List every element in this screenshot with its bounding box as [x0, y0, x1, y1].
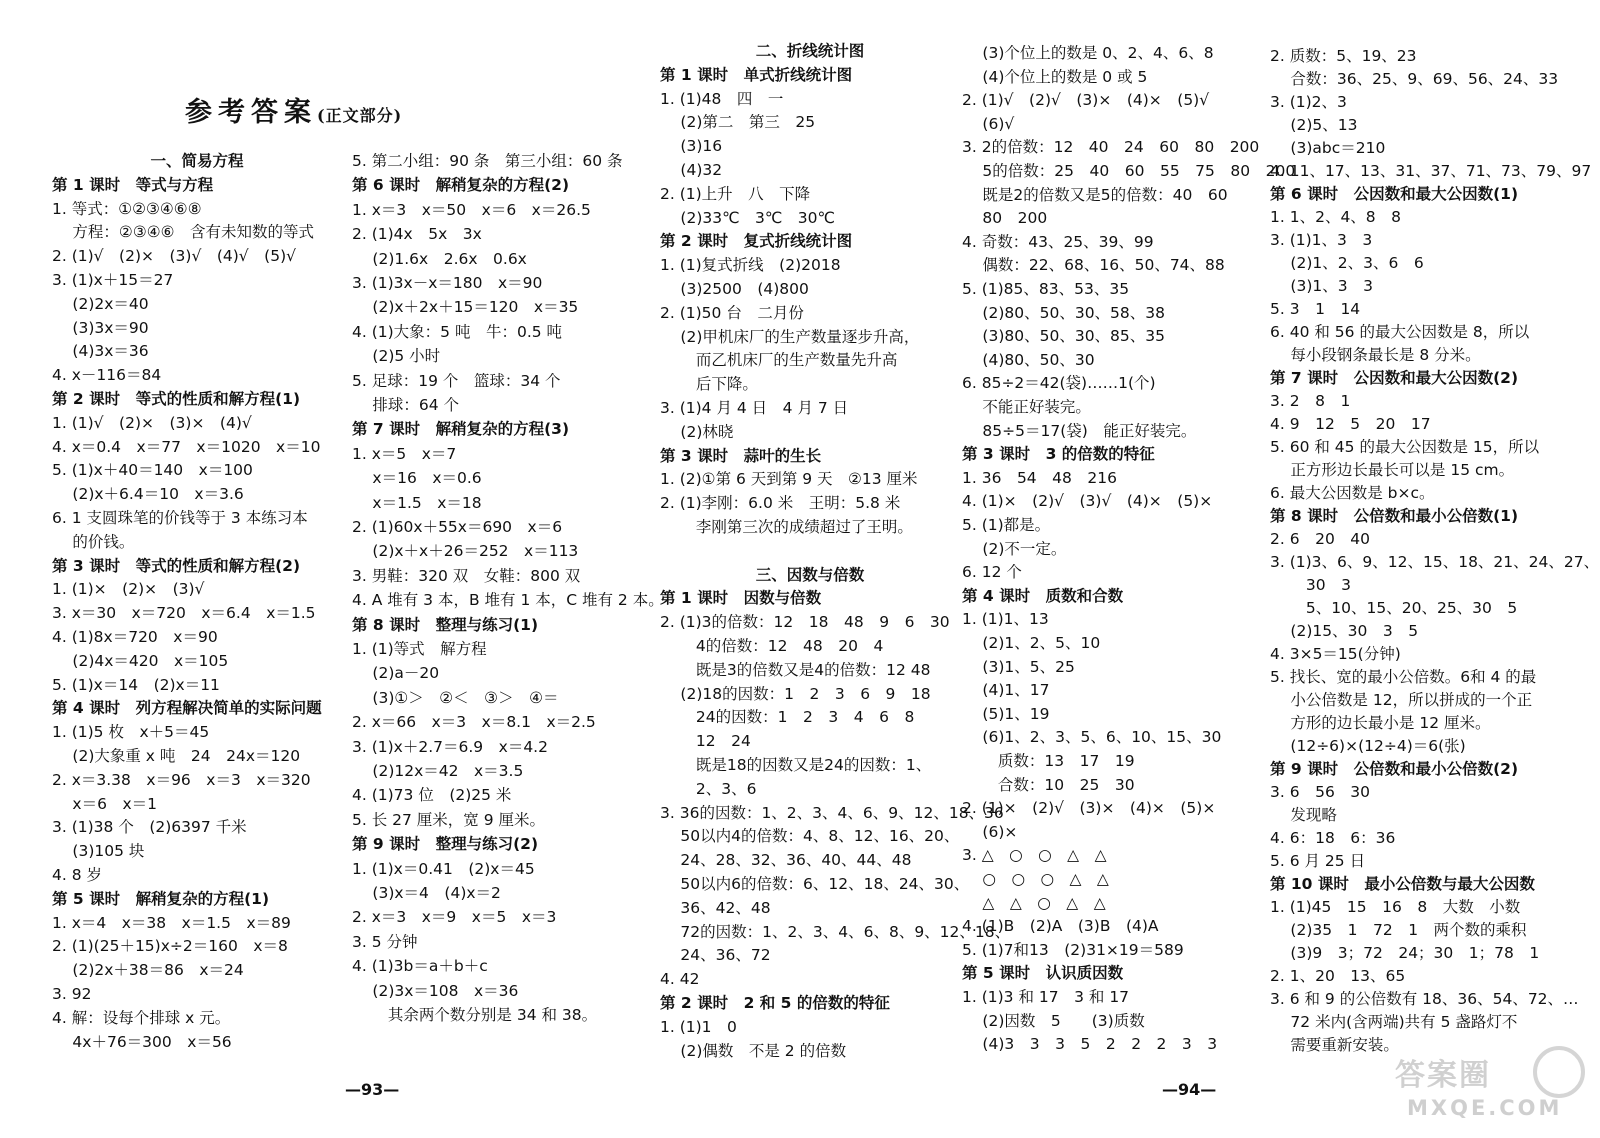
answer-line: 1. (1)48 四 一 [660, 89, 784, 108]
answer-line: 质数：13 17 19 [962, 752, 1135, 770]
answer-line: 2. (1)√ (2)× (3)√ (4)√ (5)√ [52, 247, 296, 266]
answer-line: (2)x＋2x＋15＝120 x＝35 [352, 298, 579, 317]
answer-line: 1. (1)复式折线 (2)2018 [660, 256, 841, 275]
answer-line: 1. (1)√ (2)× (3)× (4)√ [52, 413, 252, 432]
answer-line: (2)x＋6.4＝10 x＝3.6 [52, 485, 244, 504]
answer-line: 5. (1)85、83、53、35 [962, 280, 1130, 298]
answer-line: (2)12x＝42 x＝3.5 [352, 762, 524, 780]
answer-line: 5. (1)7和13 (2)31×19＝589 [962, 940, 1184, 959]
answer-line: (4)32 [660, 161, 723, 179]
answer-line: 4的倍数：12 48 20 4 [660, 637, 884, 655]
answer-line: 5. 60 和 45 的最大公因数是 15，所以 [1270, 438, 1540, 456]
answer-line: 方程：②③④⑥ 含有未知数的等式 [52, 223, 315, 242]
answer-line: (4)80、50、30 [962, 350, 1095, 369]
answer-line: 发现略 [1270, 806, 1337, 824]
answer-line: 4. 9 12 5 20 17 [1270, 415, 1431, 433]
answer-line: 2. (1)60x＋55x＝690 x＝6 [352, 518, 563, 536]
answer-line: 6. 40 和 56 的最大公因数是 8，所以 [1270, 323, 1530, 341]
answer-line: 3. (1)1、3 3 [1270, 231, 1373, 249]
answer-line: 1. (1)1、13 [962, 610, 1049, 629]
section-heading: 第 1 课时 等式与方程 [52, 175, 214, 194]
answer-line: 5. 找长、宽的最小公倍数。6和 4 的最 [1270, 668, 1537, 686]
answer-line: 2. 6 20 40 [1270, 530, 1371, 548]
answer-line: 合数：36、25、9、69、56、24、33 [1270, 70, 1559, 88]
answer-line: 3. 5 分钟 [352, 932, 418, 951]
answer-line: 5. (1)x＝14 (2)x＝11 [52, 675, 220, 694]
answer-line: 1. (1)1 0 [660, 1017, 737, 1036]
answer-line: (3)①＞ ②＜ ③＞ ④＝ [352, 688, 559, 707]
answer-line: (4)3 3 3 5 2 2 2 3 3 [962, 1035, 1218, 1054]
answer-line: (2)33℃ 3℃ 30℃ [660, 208, 835, 227]
answer-line: 4. (1)B (2)A (3)B (4)A [962, 917, 1159, 936]
answer-line: 1. x＝4 x＝38 x＝1.5 x＝89 [52, 913, 291, 932]
title-text: 参考答案 [185, 97, 317, 128]
answer-line: 6. 1 支圆珠笔的价钱等于 3 本练习本 [52, 509, 308, 527]
answer-line: 6. 最大公因数是 b×c。 [1270, 484, 1435, 502]
section-heading: 第 2 课时 2 和 5 的倍数的特征 [660, 994, 890, 1012]
answer-line: 3. (1)4 月 4 日 4 月 7 日 [660, 399, 849, 417]
answer-line: 3. (1)x＋15＝27 [52, 271, 174, 289]
answer-line: 5. 3 1 14 [1270, 300, 1361, 318]
section-heading: 第 8 课时 公倍数和最小公倍数(1) [1270, 507, 1519, 525]
answer-line: (2)1、2、5、10 [962, 634, 1101, 652]
answer-line: (2)大象重 x 吨 24 24x＝120 [52, 747, 301, 765]
answer-line: 2. x＝66 x＝3 x＝8.1 x＝2.5 [352, 713, 596, 732]
answer-line: (2)甲机床厂的生产数量逐步升高， [660, 327, 920, 346]
answer-line: 2. x＝3 x＝9 x＝5 x＝3 [352, 908, 557, 927]
section-heading: 第 1 课时 单式折线统计图 [660, 65, 853, 84]
answer-line: 4. (1)8x＝720 x＝90 [52, 628, 218, 646]
answer-line: 既是3的倍数又是4的倍数：12 48 [660, 660, 931, 679]
answer-line: (2)x＋x＋26＝252 x＝113 [352, 542, 579, 561]
answer-line: 72的因数：1、2、3、4、6、8、9、12、18、 [660, 922, 1011, 941]
answer-line: 4. 解：设每个排球 x 元。 [52, 1008, 231, 1027]
answer-line: 4. (1)3b＝a＋b＋c [352, 957, 488, 976]
answer-line: (6)√ [962, 114, 1015, 133]
answer-line: (2)林晓 [660, 422, 734, 441]
page-number-left: —93— [345, 1080, 400, 1099]
answer-line: 72 米内(含两端)共有 5 盏路灯不 [1270, 1013, 1518, 1031]
answer-line: 4. 奇数：43、25、39、99 [962, 232, 1154, 251]
answer-line: 3. 2 8 1 [1270, 392, 1351, 410]
answer-line: 6. 85÷2＝42(袋)……1(个) [962, 374, 1156, 393]
answer-line: 其余两个数分别是 34 和 38。 [352, 1006, 598, 1024]
section-heading: 第 2 课时 复式折线统计图 [660, 232, 853, 251]
answer-line: 合数：10 25 30 [962, 775, 1135, 794]
answer-line: (3)3x＝90 [52, 318, 149, 337]
answer-line: 2. (1)上升 八 下降 [660, 184, 811, 203]
answer-line: 4. (1)大象：5 吨 牛：0.5 吨 [352, 322, 563, 341]
watermark-domain: MXQE.COM [1407, 1096, 1563, 1120]
section-heading: 第 9 课时 公倍数和最小公倍数(2) [1270, 760, 1519, 778]
answer-line: (3)105 块 [52, 842, 145, 861]
answer-line: (2)第二 第三 25 [660, 113, 816, 132]
answer-line: 4. 42 [660, 970, 700, 989]
section-heading: 一、简易方程 [150, 152, 244, 170]
answer-line: (2)2x＝40 [52, 294, 149, 313]
section-heading: 第 6 课时 公因数和最大公因数(1) [1270, 185, 1519, 203]
section-heading: 三、因数与倍数 [755, 565, 865, 584]
answer-line: ○ ○ ○ △ △ [962, 870, 1109, 888]
answer-line: 需要重新安装。 [1270, 1036, 1399, 1054]
answer-line: (2)5、13 [1270, 116, 1358, 134]
answer-line: 85÷5＝17(袋) 能正好装完。 [962, 421, 1197, 440]
answer-line: 正方形边长最长可以是 15 cm。 [1270, 461, 1515, 479]
answer-line: 方形的边长最小是 12 厘米。 [1270, 714, 1491, 732]
answer-line: (2)18的因数：1 2 3 6 9 18 [660, 684, 931, 703]
answer-line: 2. (1)3的倍数：12 18 48 9 6 30 [660, 613, 950, 632]
section-heading: 二、折线统计图 [755, 42, 865, 60]
answer-line: 1. (1)等式 解方程 [352, 640, 487, 658]
answer-line: 而乙机床厂的生产数量先升高 [660, 351, 898, 370]
answer-line: 2. (1)(25＋15)x÷2＝160 x＝8 [52, 937, 288, 956]
answer-line: (2)偶数 不是 2 的倍数 [660, 1041, 847, 1060]
answer-line: (3)x＝4 (4)x＝2 [352, 884, 501, 902]
answer-line: 李刚第三次的成绩超过了王明。 [660, 518, 913, 536]
answer-line: (4)个位上的数是 0 或 5 [962, 67, 1148, 86]
answer-line: (2)80、50、30、58、38 [962, 303, 1165, 322]
answer-line: 2. (1)50 台 二月份 [660, 303, 804, 322]
answer-line: 1. (1)x＝0.41 (2)x＝45 [352, 859, 535, 878]
answer-line: 2. 1、20 13、65 [1270, 967, 1406, 985]
answer-line: 排球：64 个 [352, 396, 460, 414]
answer-line: 5. (1)x＋40＝140 x＝100 [52, 461, 253, 480]
answer-line: 2. (1)× (2)√ (3)× (4)× (5)× [962, 799, 1216, 818]
section-heading: 第 3 课时 3 的倍数的特征 [962, 445, 1155, 464]
watermark-text: 答案圈 [1395, 1058, 1491, 1093]
answer-line: (12÷6)×(12÷4)＝6(张) [1270, 737, 1466, 755]
title-note: (正文部分) [317, 106, 403, 125]
answer-line: (2)5 小时 [352, 347, 441, 366]
answer-line: 3. 6 和 9 的公倍数有 18、36、54、72、… [1270, 990, 1579, 1008]
section-heading: 第 5 课时 解稍复杂的方程(1) [52, 889, 270, 908]
answer-line: 3. (1)x＋2.7＝6.9 x＝4.2 [352, 737, 548, 756]
watermark-circle-icon [1533, 1046, 1585, 1098]
answer-line: 小公倍数是 12，所以拼成的一个正 [1270, 691, 1533, 709]
answer-line: 4. x－116＝84 [52, 366, 162, 385]
answer-line: 5. 足球：19 个 篮球：34 个 [352, 371, 561, 390]
answer-line: 5. 长 27 厘米，宽 9 厘米。 [352, 810, 546, 829]
answer-line: (4)1、17 [962, 681, 1050, 700]
answer-line: (2)a－20 [352, 664, 440, 683]
answer-line: 80 200 [962, 209, 1048, 228]
answer-line: 4. x＝0.4 x＝77 x＝1020 x＝10 [52, 437, 321, 456]
answer-line: 既是2的倍数又是5的倍数：40 60 [962, 185, 1228, 204]
answer-line: 偶数：22、68、16、50、74、88 [962, 256, 1225, 275]
answer-line: 24的因数：1 2 3 4 6 8 [660, 708, 915, 727]
answer-line: 3. 92 [52, 985, 92, 1003]
answer-line: 4. 11、17、13、31、37、71、73、79、97 [1270, 162, 1592, 180]
page-right [660, 0, 1600, 1138]
answer-line: 5. (1)都是。 [962, 516, 1051, 534]
answer-line: x＝6 x＝1 [52, 794, 157, 813]
answer-line: 1. 36 54 48 216 [962, 468, 1117, 487]
section-heading: 第 4 课时 列方程解决简单的实际问题 [52, 699, 322, 718]
answer-line: (4)3x＝36 [52, 342, 149, 361]
answer-line: 1. (1)× (2)× (3)√ [52, 580, 205, 599]
section-heading: 第 5 课时 认识质因数 [962, 964, 1124, 983]
answer-line: 2. (1)√ (2)√ (3)× (4)× (5)√ [962, 91, 1210, 110]
answer-line: 1. (1)5 枚 x＋5＝45 [52, 723, 210, 742]
page-number-right: —94— [1162, 1080, 1217, 1099]
answer-line: 不能正好装完。 [962, 398, 1091, 416]
section-heading: 第 8 课时 整理与练习(1) [352, 615, 539, 634]
section-heading: 第 10 课时 最小公倍数与最大公因数 [1270, 875, 1535, 893]
answer-line: 1. x＝3 x＝50 x＝6 x＝26.5 [352, 200, 591, 219]
answer-line: 3. 36的因数：1、2、3、4、6、9、12、18、36 [660, 803, 1004, 822]
answer-line: 12 24 [660, 732, 751, 751]
answer-line: (3)2500 (4)800 [660, 280, 809, 298]
answer-line: 24、36、72 [660, 946, 771, 965]
section-heading: 第 4 课时 质数和合数 [962, 586, 1124, 605]
answer-line: 4. 3×5＝15(分钟) [1270, 645, 1401, 663]
answer-line: (3)16 [660, 137, 723, 156]
answer-line: 3. 6 56 30 [1270, 783, 1371, 801]
section-heading: 第 7 课时 公因数和最大公因数(2) [1270, 369, 1519, 387]
answer-line: 4. 8 岁 [52, 866, 103, 884]
answer-line: (2)15、30 3 5 [1270, 622, 1419, 640]
answer-line: x＝16 x＝0.6 [352, 469, 482, 488]
answer-line: 3. △ ○ ○ △ △ [962, 846, 1107, 865]
answer-line: (2)4x＝420 x＝105 [52, 651, 229, 670]
answer-line: (3)abc＝210 [1270, 139, 1386, 157]
answer-line: 2、3、6 [660, 779, 757, 798]
answer-line: 24、28、32、36、40、44、48 [660, 851, 912, 870]
answer-line: 5. 6 月 25 日 [1270, 852, 1366, 870]
answer-line: 1. (2)①第 6 天到第 9 天 ②13 厘米 [660, 470, 918, 489]
answer-line: (2)2x＋38＝86 x＝24 [52, 961, 244, 980]
answer-line: 后下降。 [660, 375, 758, 394]
answer-line: 2. (1)李刚：6.0 米 王明：5.8 米 [660, 494, 901, 513]
answer-line: 3. (1)2、3 [1270, 93, 1347, 111]
answer-line: (3)个位上的数是 0、2、4、6、8 [962, 44, 1214, 62]
section-heading: 第 6 课时 解稍复杂的方程(2) [352, 176, 570, 195]
answer-line: (5)1、19 [962, 704, 1050, 723]
section-heading: 第 7 课时 解稍复杂的方程(3) [352, 420, 570, 439]
section-heading: 第 3 课时 蒜叶的生长 [660, 446, 822, 465]
answer-line: 50以内6的倍数：6、12、18、24、30、 [660, 875, 970, 893]
answer-line: 2. (1)4x 5x 3x [352, 225, 482, 244]
answer-line: 1. (1)45 15 16 8 大数 小数 [1270, 898, 1521, 916]
answer-line: 50以内4的倍数：4、8、12、16、20、 [660, 827, 960, 846]
answer-line: 4. 6：18 6：36 [1270, 829, 1396, 847]
answer-line: 30 3 [1270, 576, 1352, 594]
answer-line: (3)1、3 3 [1270, 277, 1373, 295]
section-heading: 第 1 课时 因数与倍数 [660, 589, 822, 608]
answer-line: 3. 2的倍数：12 40 24 60 80 200 [962, 138, 1260, 157]
answer-line: (2)不一定。 [962, 539, 1067, 558]
answer-line: 5的倍数：25 40 60 55 75 80 200 [962, 162, 1296, 180]
section-heading: 第 2 课时 等式的性质和解方程(1) [52, 390, 301, 408]
answer-line: 1. x＝5 x＝7 [352, 444, 457, 463]
answer-line: (3)9 3；72 24；30 1；78 1 [1270, 944, 1540, 962]
answer-line: 的价钱。 [52, 532, 135, 551]
section-heading: 第 3 课时 等式的性质和解方程(2) [52, 556, 301, 575]
answer-line: 2. 质数：5、19、23 [1270, 47, 1417, 65]
answer-line: 3. x＝30 x＝720 x＝6.4 x＝1.5 [52, 604, 316, 623]
page-title [185, 90, 505, 129]
answer-line: (2)1.6x 2.6x 0.6x [352, 249, 527, 268]
watermark-logo [1395, 1048, 1585, 1128]
section-heading: 第 9 课时 整理与练习(2) [352, 835, 539, 854]
answer-line: 5. 第二小组：90 条 第三小组：60 条 [352, 152, 623, 170]
answer-line: 3. (1)3、6、9、12、15、18、21、24、27、 [1270, 553, 1600, 571]
answer-line: (2)35 1 72 1 两个数的乘积 [1270, 921, 1527, 939]
answer-line: 2. x＝3.38 x＝96 x＝3 x＝320 [52, 770, 311, 789]
answer-line: (3)80、50、30、85、35 [962, 327, 1165, 346]
answer-line: (6)× [962, 822, 1018, 841]
answer-line: 既是18的因数又是24的因数：1、 [660, 756, 932, 774]
answer-line: (2)3x＝108 x＝36 [352, 981, 519, 1000]
answer-line: 3. (1)38 个 (2)6397 千米 [52, 818, 247, 837]
answer-line: (3)1、5、25 [962, 657, 1075, 676]
answer-line: 1. 等式：①②③④⑥⑧ [52, 199, 202, 218]
answer-line: 4. A 堆有 3 本，B 堆有 1 本，C 堆有 2 本。 [352, 591, 664, 610]
answer-line: 6. 12 个 [962, 563, 1022, 582]
answer-line: 3. 男鞋：320 双 女鞋：800 双 [352, 566, 581, 585]
answer-line: 1. (1)3 和 17 3 和 17 [962, 988, 1130, 1006]
answer-line: 4. (1)73 位 (2)25 米 [352, 786, 512, 805]
answer-line: 每小段钢条最长是 8 分米。 [1270, 346, 1481, 364]
answer-line: 36、42、48 [660, 898, 771, 917]
answer-line: 1. 1、2、4、8 8 [1270, 208, 1402, 226]
answer-line: 3. (1)3x－x＝180 x＝90 [352, 274, 543, 292]
answer-line: (2)因数 5 (3)质数 [962, 1011, 1145, 1030]
answer-line: 5、10、15、20、25、30 5 [1270, 599, 1518, 617]
answer-line: x＝1.5 x＝18 [352, 493, 482, 512]
answer-line: (2)1、2、3、6 6 [1270, 254, 1424, 272]
answer-line: (6)1、2、3、5、6、10、15、30 [962, 728, 1222, 747]
answer-line: △ △ ○ △ △ [962, 893, 1106, 912]
answer-line: 4. (1)× (2)√ (3)√ (4)× (5)× [962, 492, 1213, 511]
answer-line: 4x＋76＝300 x＝56 [52, 1032, 232, 1051]
